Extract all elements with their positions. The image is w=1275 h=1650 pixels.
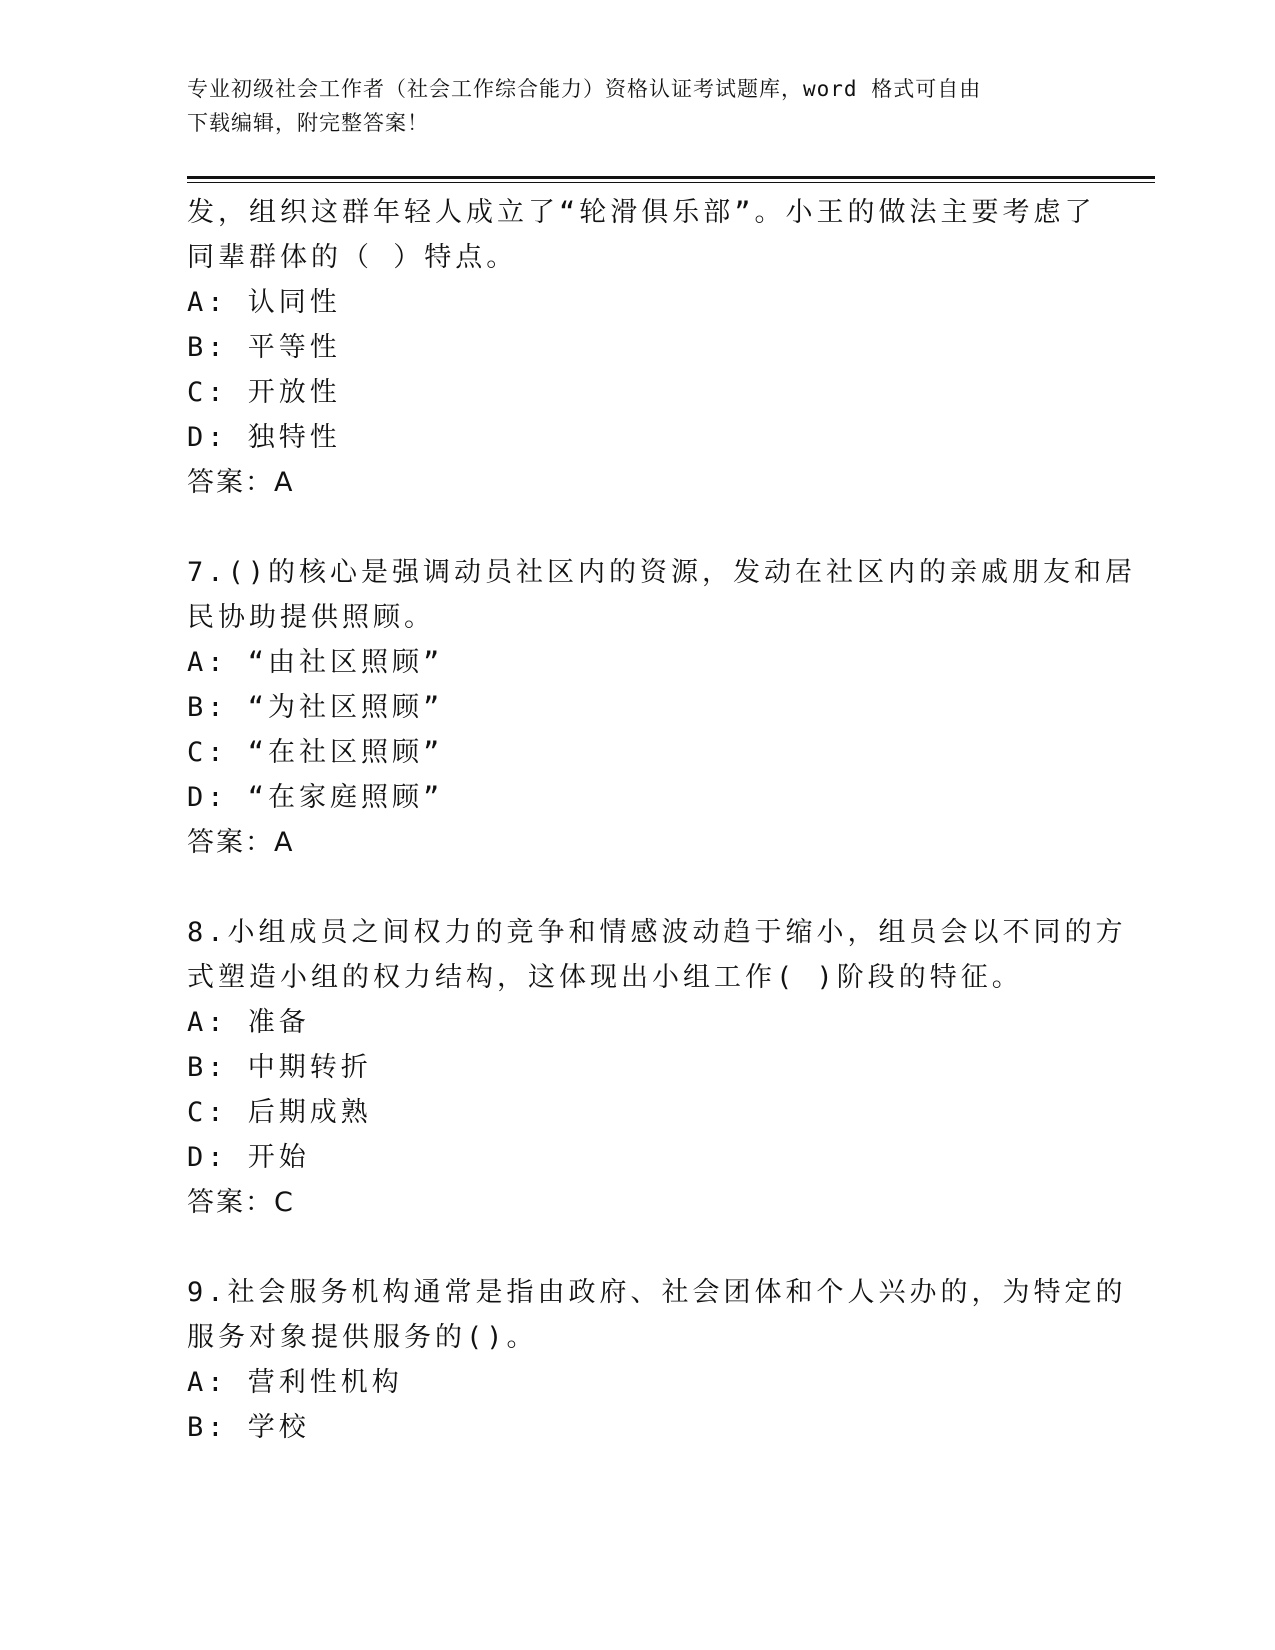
option-a: A: 营利性机构	[187, 1367, 403, 1398]
question-stem-line: 式塑造小组的权力结构，这体现出小组工作( )阶段的特征。	[187, 962, 1023, 993]
question-stem-line: 7.()的核心是强调动员社区内的资源，发动在社区内的亲戚朋友和居	[187, 557, 1137, 588]
option-a: A: 准备	[187, 1007, 310, 1038]
header-divider-thin	[187, 182, 1155, 183]
question-stem-line: 民协助提供照顾。	[187, 602, 435, 633]
option-b: B: “为社区照顾”	[187, 692, 444, 723]
answer-line: 答案：A	[187, 827, 295, 858]
option-a: A: 认同性	[187, 287, 341, 318]
header-line-2: 下载编辑，附完整答案！	[187, 111, 429, 135]
question-6-continued	[187, 190, 1096, 506]
option-d: D: “在家庭照顾”	[187, 782, 444, 813]
question-stem-line: 同辈群体的（ ）特点。	[187, 242, 518, 273]
question-9	[187, 1270, 1127, 1450]
question-8	[187, 910, 1127, 1226]
question-list	[187, 190, 1137, 1450]
option-a: A: “由社区照顾”	[187, 647, 444, 678]
option-c: C: “在社区照顾”	[187, 737, 444, 768]
answer-line: 答案：A	[187, 467, 295, 498]
header-divider-thick	[187, 176, 1155, 179]
question-stem-line: 发，组织这群年轻人成立了“轮滑俱乐部”。小王的做法主要考虑了	[187, 197, 1096, 228]
document-header	[187, 72, 1067, 140]
question-7	[187, 550, 1137, 866]
option-b: B: 学校	[187, 1412, 310, 1443]
answer-line: 答案：C	[187, 1187, 295, 1218]
option-b: B: 中期转折	[187, 1052, 372, 1083]
option-c: C: 开放性	[187, 377, 341, 408]
question-stem-line: 8.小组成员之间权力的竞争和情感波动趋于缩小，组员会以不同的方	[187, 917, 1127, 948]
option-d: D: 开始	[187, 1142, 310, 1173]
question-stem-line: 9.社会服务机构通常是指由政府、社会团体和个人兴办的，为特定的	[187, 1277, 1127, 1308]
option-b: B: 平等性	[187, 332, 341, 363]
question-stem-line: 服务对象提供服务的()。	[187, 1322, 538, 1353]
option-c: C: 后期成熟	[187, 1097, 372, 1128]
header-line-1: 专业初级社会工作者（社会工作综合能力）资格认证考试题库，word 格式可自由	[187, 77, 982, 101]
option-d: D: 独特性	[187, 422, 341, 453]
